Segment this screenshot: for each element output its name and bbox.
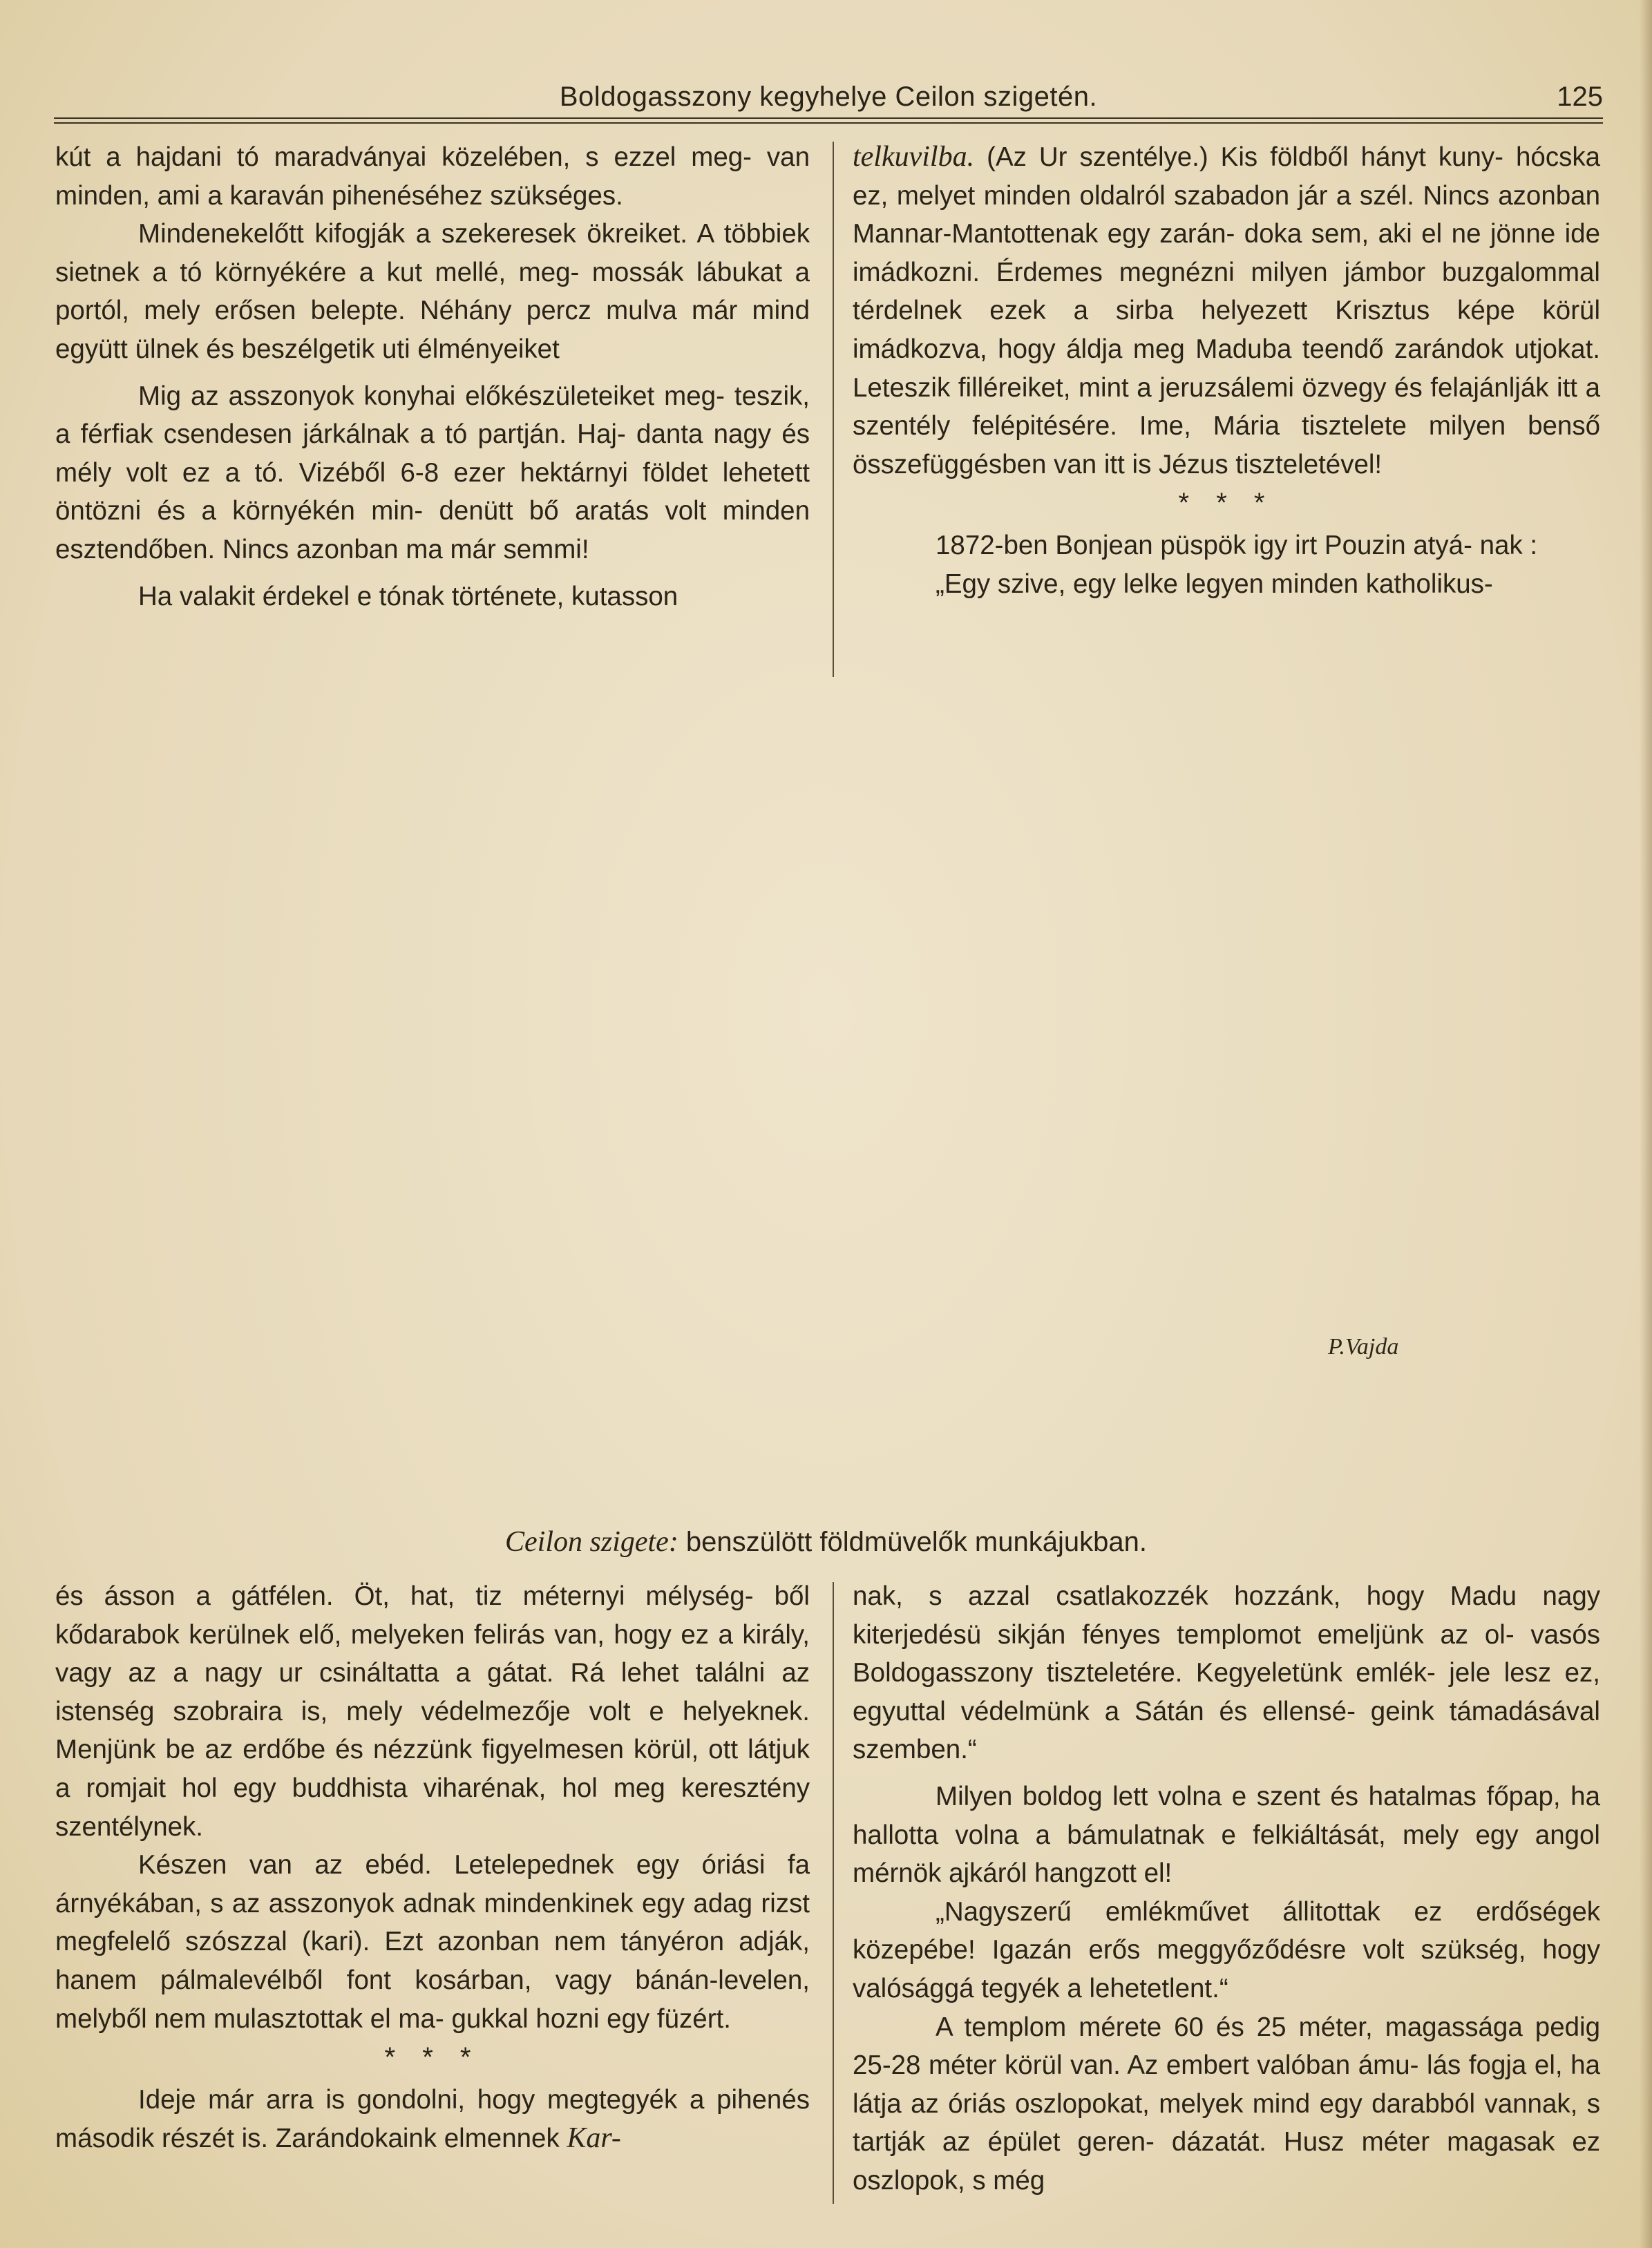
text-line: „Egy szive, egy lelke legyen minden katholikus-	[936, 569, 1493, 599]
text-line: hogy ez a király, vagy az a nagy ur csináltatta a	[55, 1619, 810, 1688]
paragraph	[853, 526, 1600, 565]
text-line: doka sem, aki el ne jönne ide imádkozni. Érdemes	[853, 219, 1600, 287]
text-line: percz mulva már mind együtt ülnek és beszélgetik	[55, 296, 810, 364]
text-line: 1872-ben Bonjean püspök igy irt Pouzin atyá-	[936, 531, 1472, 561]
paragraph	[853, 1893, 1600, 2008]
text-line: hektárnyi földet lehetett öntözni és a környékén min-	[55, 457, 810, 526]
text-line: áldja meg Maduba teendő zarándok utjokat. Leteszik	[853, 334, 1600, 403]
paragraph	[55, 377, 810, 569]
figure-caption	[0, 1525, 1652, 1559]
paragraph	[853, 565, 1600, 604]
text-line: benső összefüggésben van itt is Jézus tiszteletével!	[853, 411, 1600, 479]
text-line: ből kődarabok kerülnek elő, melyeken felirás van,	[55, 1581, 810, 1650]
paragraph	[853, 138, 1600, 484]
text-line: gukkal hozni egy füzért.	[451, 2003, 731, 2034]
italic-word: Kar-	[567, 2122, 621, 2154]
text-line: Mindenekelőtt kifogják a szekeresek ökreiket.	[138, 219, 687, 249]
text-line: és ásson a gátfélen. Öt, hat, tiz méternyi mélység-	[55, 1581, 754, 1611]
text-line: kút a hajdani tó maradványai közelében, s ezzel meg-	[55, 142, 752, 172]
text-line: teszik, a férfiak csendesen járkálnak a tó partján. Haj-	[55, 381, 810, 450]
text-line: megnézni milyen jámbor buzgalommal térdelnek ezek	[853, 257, 1600, 326]
text-line: Milyen boldog lett volna e szent és hatalmas	[936, 1781, 1477, 1811]
text-line: denütt bő aratás volt minden esztendőben. Nincs	[55, 496, 810, 564]
text-line: nak, s azzal csatlakozzék hozzánk, hogy Madu nagy	[853, 1581, 1600, 1611]
engraver-signature: P.Vajda	[1328, 1334, 1399, 1360]
text-line: A templom mérete 60 és 25 méter, magassága	[936, 2012, 1523, 2042]
page-spine-shadow	[1640, 0, 1652, 2248]
paragraph	[55, 138, 810, 215]
text-line: tányéron adják, hanem pálmalevélből font kosárban,	[55, 1927, 810, 1995]
paragraph	[55, 215, 810, 368]
caption-text: benszülött földmüvelők munkájukban.	[678, 1527, 1147, 1557]
top-right-column	[853, 138, 1600, 604]
text-line: vasós Boldogasszony tiszteletére. Kegyeletünk emlék-	[853, 1619, 1600, 1688]
section-break-stars: * * *	[1178, 488, 1275, 519]
header-rule	[54, 117, 1603, 124]
text-line: uti élményeiket	[382, 334, 560, 364]
text-line: A többiek sietnek a tó környékére a kut mellé, meg-	[55, 219, 810, 287]
bottom-right-column	[853, 1577, 1600, 2200]
text-line: azonban ma már semmi!	[296, 534, 589, 564]
text-line: Készen van az ebéd. Letelepednek egy óriási fa	[138, 1850, 810, 1880]
text-line: pihenés második részét is. Zarándokaink elmennek	[55, 2085, 810, 2153]
text-line: gátat. Rá lehet találni az istenség szobraira is, mely	[55, 1658, 810, 1726]
text-line: buddhista viharénak, hol meg keresztény szentélynek.	[55, 1773, 810, 1842]
text-line: lás fogja el, ha látja az óriás oszlopokat, melyek	[853, 2050, 1600, 2119]
paragraph	[55, 1846, 810, 2038]
text-line: hócska ez, melyet minden oldalról szabadon jár a	[853, 142, 1600, 211]
text-line: Ideje már arra is gondolni, hogy megtegyék a	[138, 2085, 705, 2115]
running-header	[54, 82, 1603, 120]
text-line: vagy bánán-levelen, melyből nem mulasztottak el ma-	[55, 1965, 810, 2034]
text-line: mossák lábukat a portól, mely erősen belepte. Néhány	[55, 257, 810, 326]
text-line: főpap, ha hallotta volna a bámulatnak e felkiáltását,	[853, 1781, 1600, 1850]
text-line: geink támadásával szemben.“	[853, 1696, 1600, 1765]
running-title: Boldogasszony kegyhelye Ceilon szigetén.	[559, 82, 1098, 112]
text-line: adag rizst megfelelő szószzal (kari). Ezt azonban nem	[55, 1888, 810, 1957]
text-line: mind egy darabból vannak, s tartják az épület geren-	[853, 2088, 1601, 2157]
paragraph	[55, 2081, 810, 2157]
top-left-column	[55, 138, 810, 616]
page-number: 125	[1557, 82, 1603, 112]
text-line: védelmezője volt e helyeknek. Menjünk be az erdőbe	[55, 1696, 810, 1765]
text-line: nak :	[1479, 531, 1538, 561]
text-line: jele lesz ez, egyuttal védelmünk a Sátán és ellensé-	[853, 1658, 1600, 1726]
text-line: Mig az asszonyok konyhai előkészületeiket meg-	[138, 381, 725, 411]
italic-word: telkuvilba.	[853, 141, 975, 173]
paragraph	[853, 1778, 1600, 1893]
section-break-stars: * * *	[384, 2042, 481, 2073]
text-line: pedig 25-28 méter körül van. Az embert valóban ámu-	[853, 2012, 1600, 2081]
text-line: szél. Nincs azonban Mannar-Mantottenak egy zarán-	[853, 180, 1600, 249]
paragraph	[55, 1577, 810, 1846]
paragraph	[853, 1577, 1600, 1769]
text-line: hogy valósággá tegyék a lehetetlent.“	[853, 1935, 1600, 2003]
text-line: van minden, ami a karaván pihenéséhez szükséges.	[55, 142, 810, 211]
paragraph	[853, 2008, 1600, 2200]
text-line: árnyékában, s az asszonyok adnak mindenkinek egy	[55, 1888, 685, 1918]
text-line: közepébe! Igazán erős meggyőződésre volt szükség,	[853, 1935, 1526, 1965]
bottom-left-column	[55, 1577, 810, 2157]
text-line: danta nagy és mély volt ez a tó. Vizéből 6-8 ezer	[55, 419, 810, 488]
text-line: dázatát. Husz méter magasak ez oszlopok, s még	[853, 2127, 1601, 2195]
caption-italic: Ceilon szigete:	[505, 1526, 678, 1558]
paragraph	[55, 578, 810, 616]
text-line: mely egy angol mérnök ajkáról hangzott el!	[853, 1820, 1600, 1889]
text-line: „Nagyszerű emlékművet állitottak ez erdőségek	[936, 1896, 1600, 1927]
text-line: a szentély felépitésére. Ime, Mária tisztelete milyen	[853, 372, 1600, 441]
text-line: Ha valakit érdekel e tónak története, kutasson	[138, 581, 678, 611]
text-line: a sirba helyezett Krisztus képe körül imádkozva, hogy	[853, 296, 1600, 364]
text-line: (Az Ur szentélye.) Kis földből hányt kuny-	[974, 142, 1503, 172]
text-line: kiterjedésü sikján fényes templomot emeljünk az ol-	[853, 1619, 1515, 1650]
column-divider-top	[833, 142, 834, 677]
column-divider-bottom	[833, 1582, 834, 2204]
text-line: és nézzünk figyelmesen körül, ott látjuk a romjait hol egy	[55, 1735, 810, 1803]
text-line: filléreiket, mint a jeruzsálemi özvegy és felajánlják itt	[958, 372, 1577, 403]
engraving-scene	[195, 718, 1454, 1509]
engraving-illustration	[195, 718, 1454, 1509]
